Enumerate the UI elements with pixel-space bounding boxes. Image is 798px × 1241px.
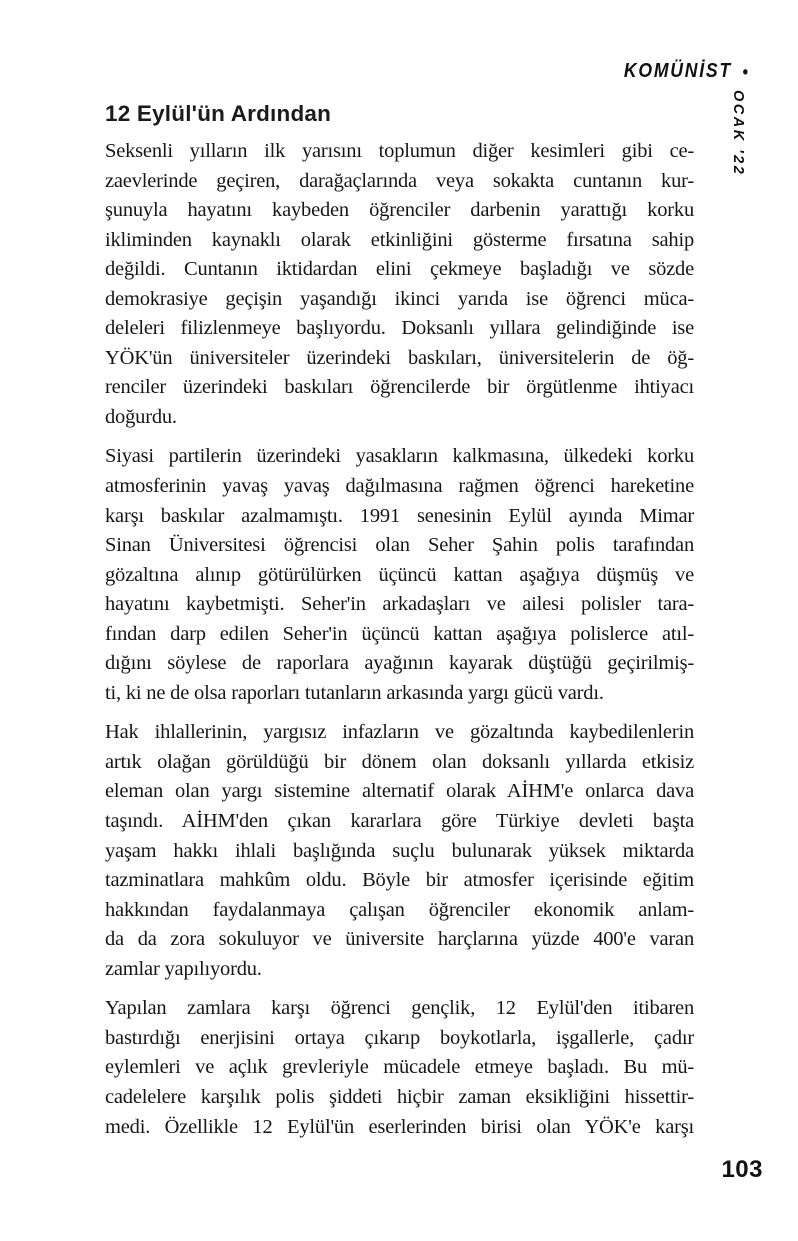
- text-line: demokrasiye geçişin yaşandığı ikinci yarıda ise öğrenci müca-: [105, 287, 694, 310]
- text-line: hakkından faydalanmaya çalışan öğrenciler ekonomik anlam-: [105, 898, 694, 921]
- text-line: değildi. Cuntanın iktidardan elini çekmeye başladığı ve sözde: [105, 258, 694, 281]
- text-line: fından darp edilen Seher'in üçüncü kattan aşağıya polislerce atıl-: [105, 622, 694, 645]
- text-line: Sinan Üniversitesi öğrencisi olan Seher Şahin polis tarafından: [105, 534, 694, 557]
- masthead: [624, 60, 748, 83]
- masthead-bullet-icon: •: [742, 61, 748, 82]
- text-line: ikliminden kaynaklı olarak etkinliğini gösterme fırsatına sahip: [105, 228, 694, 251]
- magazine-title: KOMÜNİST: [623, 60, 732, 82]
- text-line: atmosferinin yavaş yavaş dağılmasına rağmen öğrenci hareketine: [105, 475, 694, 498]
- text-line: şunuyla hayatını kaybeden öğrenciler darbenin yarattığı korku: [105, 199, 694, 222]
- text-line: YÖK'ün üniversiteler üzerindeki baskıları, üniversitelerin de öğ-: [105, 346, 694, 369]
- article-body: [105, 137, 694, 1142]
- text-line: doğurdu.: [105, 405, 177, 428]
- text-line: taşındı. AİHM'den çıkan kararlara göre Türkiye devleti başta: [105, 810, 694, 833]
- text-line: yaşam hakkı ihlali başlığında suçlu bulunarak yüksek miktarda: [105, 839, 694, 862]
- text-line: Siyasi partilerin üzerindeki yasakların kalkmasına, ülkedeki korku: [105, 445, 694, 468]
- text-line: bastırdığı enerjisini ortaya çıkarıp boykotlarla, işgallerle, çadır: [105, 1026, 694, 1049]
- page-number: 103: [721, 1156, 763, 1183]
- text-line: hayatını kaybetmişti. Seher'in arkadaşları ve ailesi polisler tara-: [105, 593, 694, 616]
- text-line: tazminatlara mahkûm oldu. Böyle bir atmosfer içerisinde eğitim: [105, 869, 694, 892]
- text-line: dığını söylese de raporlara ayağının kayarak düştüğü geçirilmiş-: [105, 652, 694, 675]
- text-line: cadelelere karşılık polis şiddeti hiçbir zaman eksikliğini hissettir-: [105, 1085, 694, 1108]
- text-line: zaevlerinde geçiren, darağaçlarında veya sokakta cuntanın kur-: [105, 169, 694, 192]
- text-line: Hak ihlallerinin, yargısız infazların ve gözaltında kaybedilenlerin: [105, 721, 694, 744]
- text-line: gözaltına alınıp götürülürken üçüncü kattan aşağıya düşmüş ve: [105, 563, 694, 586]
- text-line: deleleri filizlenmeye başlıyordu. Doksanlı yıllara gelindiğinde ise: [105, 317, 694, 340]
- text-line: medi. Özellikle 12 Eylül'ün eserlerinden birisi olan YÖK'e karşı: [105, 1115, 694, 1138]
- text-line: artık olağan görüldüğü bir dönem olan doksanlı yıllarda etkisiz: [105, 750, 694, 773]
- text-line: karşı baskılar azalmamıştı. 1991 senesinin Eylül ayında Mimar: [105, 504, 694, 527]
- article-heading: 12 Eylül'ün Ardından: [105, 101, 332, 126]
- text-line: zamlar yapılıyordu.: [105, 957, 262, 980]
- article: [105, 101, 694, 1152]
- paragraph: [105, 137, 694, 432]
- paragraph: [105, 718, 694, 984]
- text-line: eleman olan yargı sistemine alternatif olarak AİHM'e onlarca dava: [105, 780, 694, 803]
- paragraph: [105, 442, 694, 708]
- text-line: Seksenli yılların ilk yarısını toplumun diğer kesimleri gibi ce-: [105, 140, 694, 162]
- text-line: da da zora sokuluyor ve üniversite harçlarına yüzde 400'e varan: [105, 928, 694, 951]
- text-line: eylemleri ve açlık grevleriyle mücadele etmeye başladı. Bu mü-: [105, 1056, 694, 1079]
- text-line: Yapılan zamlara karşı öğrenci gençlik, 12 Eylül'den itibaren: [105, 997, 694, 1020]
- issue-date: OCAK '22: [730, 90, 746, 177]
- paragraph: [105, 994, 694, 1142]
- text-line: renciler üzerindeki baskıları öğrencilerde bir örgütlenme ihtiyacı: [105, 376, 694, 399]
- text-line: ti, ki ne de olsa raporları tutanların arkasında yargı gücü vardı.: [105, 681, 604, 704]
